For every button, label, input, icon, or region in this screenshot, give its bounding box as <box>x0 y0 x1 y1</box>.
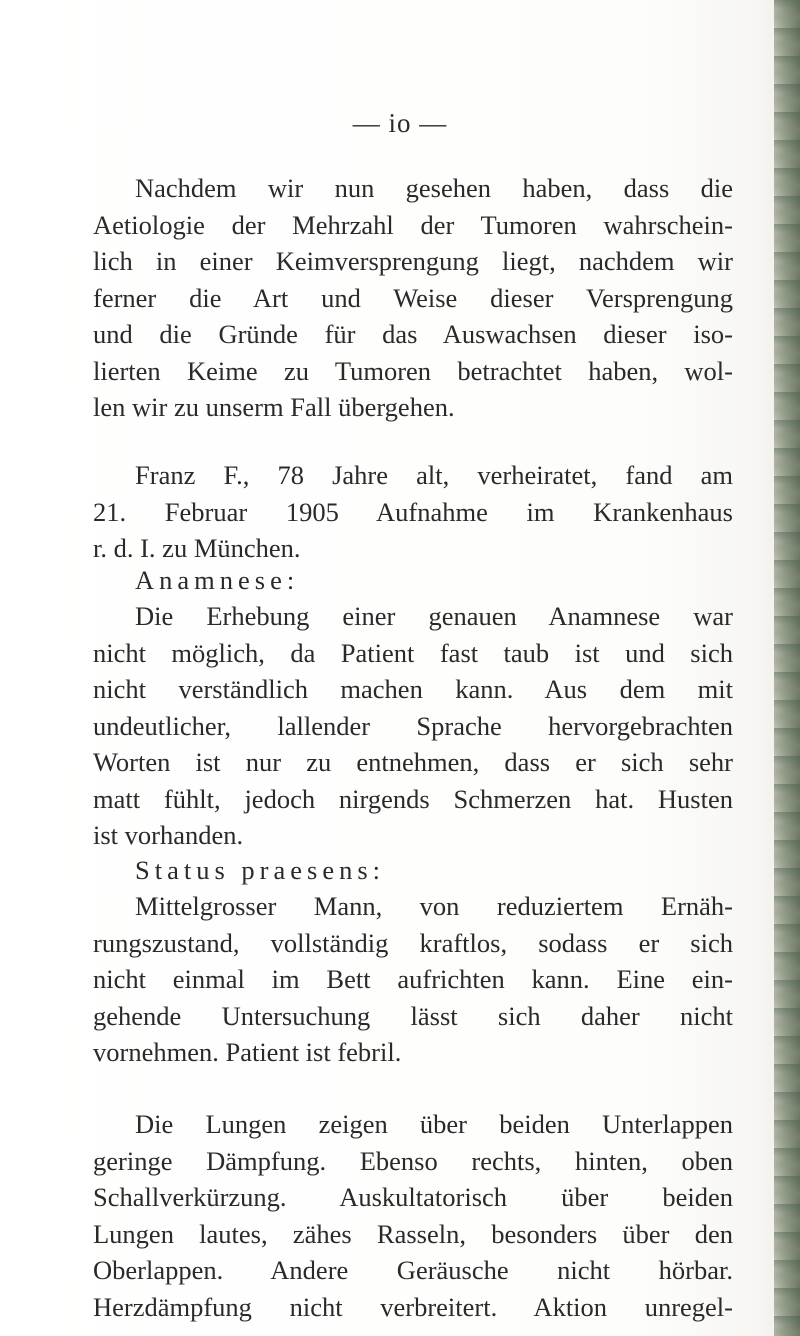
text-line: Aetiologie der Mehrzahl der Tumoren wahrschein- <box>93 209 733 240</box>
paragraph-status-general <box>93 888 733 1071</box>
text-line: len wir zu unserm Fall übergehen. <box>93 392 455 422</box>
text-line: ist vorhanden. <box>93 820 244 850</box>
text-line: Worten ist nur zu entnehmen, dass er sich sehr <box>93 747 733 777</box>
text-line: nicht einmal im Bett aufrichten kann. Eine ein- <box>93 964 733 994</box>
text-line: vornehmen. Patient ist febril. <box>93 1037 402 1067</box>
section-heading-status-praesens <box>93 852 733 889</box>
text-line: geringe Dämpfung. Ebenso rechts, hinten, oben <box>93 1145 733 1176</box>
text-line: Oberlappen. Andere Geräusche nicht hörbar. <box>93 1255 733 1285</box>
page-edge-shadow <box>774 0 800 1336</box>
text-line: Nachdem wir nun gesehen haben, dass die <box>135 173 733 203</box>
section-heading-anamnese <box>93 562 733 599</box>
text-line: Lungen lautes, zähes Rasseln, besonders über den <box>93 1218 733 1249</box>
paragraph-status-lungs <box>93 1106 733 1325</box>
text-line: Herzdämpfung nicht verbreitert. Aktion unregel- <box>93 1291 733 1322</box>
text-line: nicht verständlich machen kann. Aus dem mit <box>93 674 733 704</box>
text-line: und die Gründe für das Auswachsen dieser iso- <box>93 319 733 349</box>
paragraph-patient-admission <box>93 457 733 567</box>
text-line: gehende Untersuchung lässt sich daher nicht <box>93 1000 733 1031</box>
text-line: lich in einer Keimversprengung liegt, nachdem wir <box>93 246 733 276</box>
page-number: — io — <box>352 108 448 138</box>
text-line: Schallverkürzung. Auskultatorisch über beiden <box>93 1182 733 1212</box>
text-line: undeutlicher, lallender Sprache hervorgebrachten <box>93 710 733 741</box>
text-line: Die Lungen zeigen über beiden Unterlappen <box>135 1109 733 1139</box>
text-line: Mittelgrosser Mann, von reduziertem Ernäh- <box>135 891 733 921</box>
heading-text: Anamnese: <box>135 565 300 595</box>
paragraph-anamnese <box>93 598 733 854</box>
text-line: nicht möglich, da Patient fast taub ist und sich <box>93 637 733 668</box>
text-line: lierten Keime zu Tumoren betrachtet haben, wol- <box>93 355 733 386</box>
text-line: Die Erhebung einer genauen Anamnese war <box>135 601 733 631</box>
text-line: Franz F., 78 Jahre alt, verheiratet, fand am <box>135 460 733 490</box>
heading-text: Status praesens: <box>135 855 386 885</box>
text-line: rungszustand, vollständig kraftlos, sodass er sich <box>93 927 733 958</box>
text-line: r. d. I. zu München. <box>93 533 301 563</box>
text-line: matt fühlt, jedoch nirgends Schmerzen hat. Husten <box>93 783 733 814</box>
text-line: 21. Februar 1905 Aufnahme im Krankenhaus <box>93 496 733 527</box>
text-line: ferner die Art und Weise dieser Versprengung <box>93 282 733 313</box>
paragraph-introduction <box>93 170 733 426</box>
